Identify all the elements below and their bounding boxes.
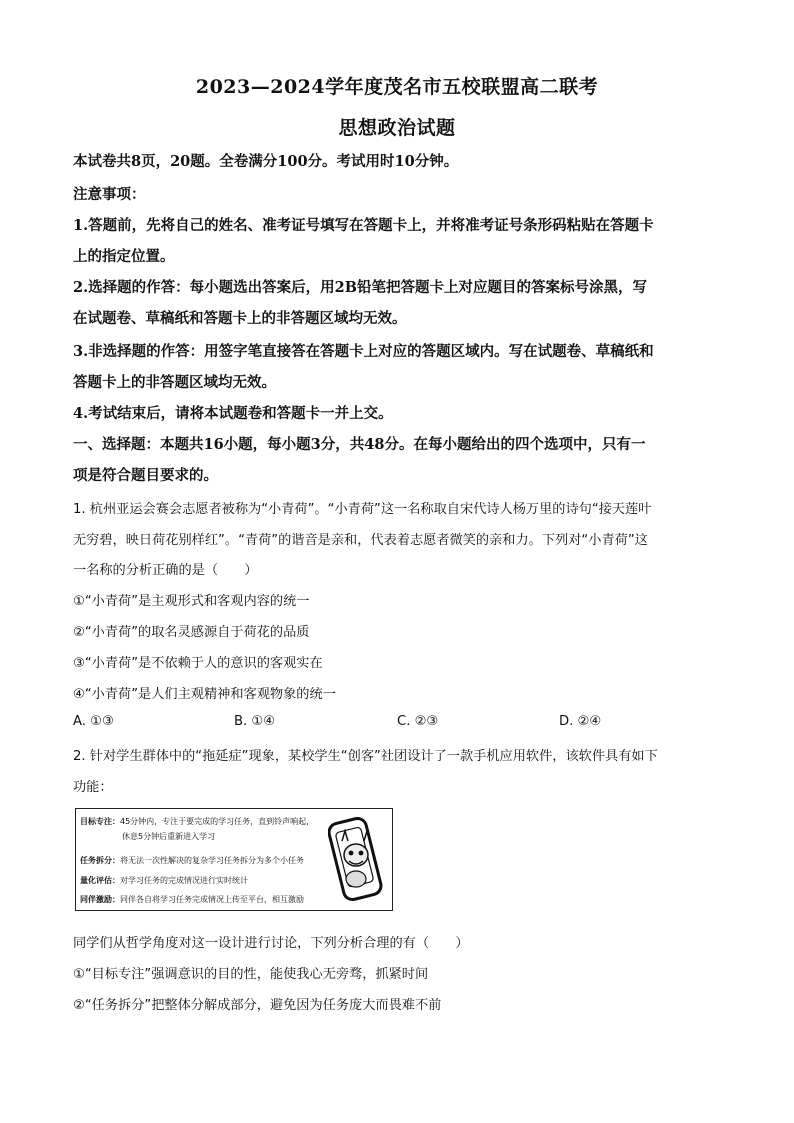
figure-text-peer: 同伴各自将学习任务完成情况上传至平台，相互激励 bbox=[120, 895, 304, 904]
q2-statement-1: ①“目标专注”强调意识的目的性，能使我心无旁骛，抓紧时间 bbox=[73, 967, 429, 982]
q2-stem-line-2: 功能： bbox=[73, 780, 113, 795]
notice-item-4: 4.考试结束后，请将本试题卷和答题卡一并上交。 bbox=[73, 405, 393, 422]
figure-label-split: 任务拆分： bbox=[80, 856, 120, 865]
q1-statement-1: ①“小青荷”是主观形式和客观内容的统一 bbox=[73, 594, 310, 609]
figure-label-eval: 量化评估： bbox=[80, 876, 120, 885]
figure-text-split: 将无法一次性解决的复杂学习任务拆分为多个小任务 bbox=[120, 856, 304, 865]
figure-row-peer bbox=[80, 894, 304, 905]
intro-text: 本试卷共8页，20题。全卷满分100分。考试用时10分钟。 bbox=[73, 153, 459, 170]
q1-stem-line-1: 1. 杭州亚运会赛会志愿者被称为“小青荷”。“小青荷”这一名称取自宋代诗人杨万里的诗句“接天莲叶 bbox=[73, 502, 652, 517]
notice-heading: 注意事项： bbox=[73, 186, 146, 203]
figure-row-focus-cont: 休息5分钟后重新进入学习 bbox=[122, 832, 216, 841]
figure-label-focus: 目标专注： bbox=[80, 817, 120, 826]
exam-title: 2023—2024学年度茂名市五校联盟高二联考 bbox=[195, 76, 599, 98]
notice-item-2: 2.选择题的作答：每小题选出答案后，用2B铅笔把答题卡上对应题目的答案标号涂黑，写 bbox=[73, 279, 647, 296]
notice-item-3-cont: 答题卡上的非答题区域均无效。 bbox=[73, 374, 276, 391]
q1-option-b: B. ①④ bbox=[234, 714, 276, 729]
figure-text-eval: 对学习任务的完成情况进行实时统计 bbox=[120, 876, 248, 885]
figure-text-focus: 45分钟内，专注于要完成的学习任务，直到铃声响起， bbox=[120, 817, 315, 826]
section-heading-cont: 项是符合题目要求的。 bbox=[73, 467, 218, 484]
q2-stem-line-3: 同学们从哲学角度对这一设计进行讨论，下列分析合理的有（ ） bbox=[73, 936, 469, 951]
q1-statement-3: ③“小青荷”是不依赖于人的意识的客观实在 bbox=[73, 656, 323, 671]
app-feature-figure bbox=[75, 808, 393, 911]
q1-option-a: A. ①③ bbox=[73, 714, 114, 729]
notice-item-1: 1.答题前，先将自己的姓名、准考证号填写在答题卡上，并将准考证号条形码粘贴在答题卡 bbox=[73, 217, 654, 234]
phone-mascot-icon bbox=[328, 817, 386, 903]
q2-statement-2: ②“任务拆分”把整体分解成部分，避免因为任务庞大而畏难不前 bbox=[73, 998, 442, 1013]
figure-row-focus bbox=[80, 816, 314, 827]
q1-stem-line-2: 无穷碧，映日荷花别样红”。“青荷”的谐音是亲和，代表着志愿者微笑的亲和力。下列对“小青荷”这 bbox=[73, 533, 648, 548]
q1-option-c: C. ②③ bbox=[397, 714, 439, 729]
section-heading: 一、选择题：本题共16小题，每小题3分，共48分。在每小题给出的四个选项中，只有一 bbox=[73, 436, 646, 453]
q1-option-d: D. ②④ bbox=[559, 714, 602, 729]
notice-item-1-cont: 上的指定位置。 bbox=[73, 248, 175, 265]
q1-stem-line-3: 一名称的分析正确的是（ ） bbox=[73, 563, 258, 578]
figure-label-peer: 同伴激励： bbox=[80, 895, 120, 904]
figure-row-split bbox=[80, 855, 304, 866]
figure-row-eval bbox=[80, 875, 248, 886]
q2-stem-line-1: 2. 针对学生群体中的“拖延症”现象，某校学生“创客”社团设计了一款手机应用软件，该软件具有如下 bbox=[73, 749, 658, 764]
q1-statement-2: ②“小青荷”的取名灵感源自于荷花的品质 bbox=[73, 625, 310, 640]
exam-subtitle: 思想政治试题 bbox=[338, 117, 456, 139]
q1-statement-4: ④“小青荷”是人们主观精神和客观物象的统一 bbox=[73, 687, 336, 702]
notice-item-2-cont: 在试题卷、草稿纸和答题卡上的非答题区域均无效。 bbox=[73, 310, 407, 327]
notice-item-3: 3.非选择题的作答：用签字笔直接答在答题卡上对应的答题区域内。写在试题卷、草稿纸和 bbox=[73, 343, 654, 360]
